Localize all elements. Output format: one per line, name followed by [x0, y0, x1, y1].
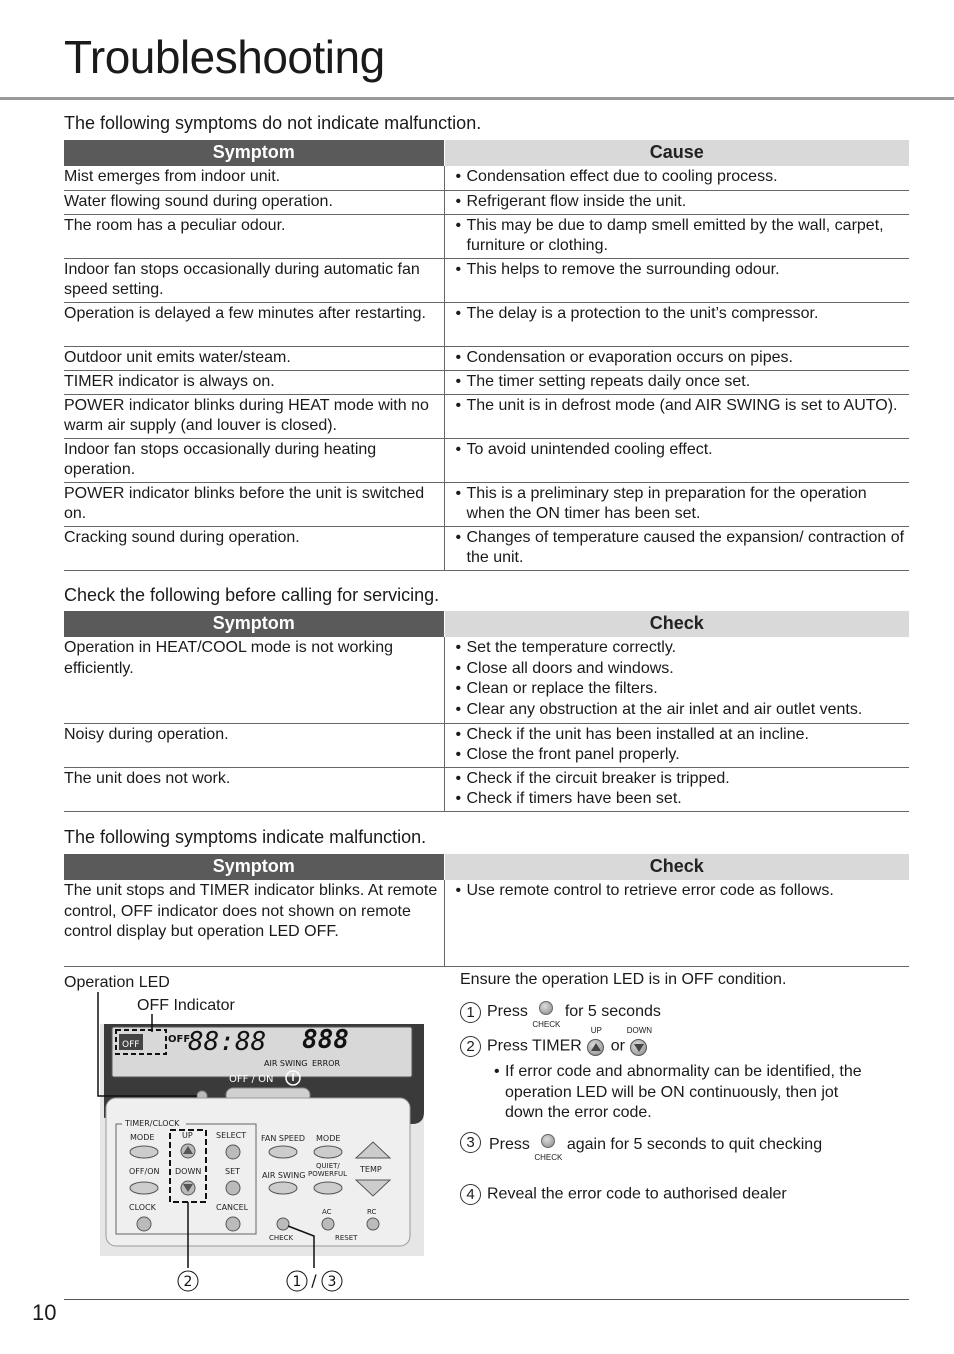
- svg-text:MODE: MODE: [316, 1134, 341, 1143]
- svg-text:UP: UP: [182, 1131, 193, 1140]
- cause-cell: [444, 394, 909, 438]
- no-malfunction-table: [64, 140, 909, 571]
- check-item: • Use remote control to retrieve error code as follows.: [451, 881, 908, 902]
- table-row: [64, 190, 909, 214]
- symptom-cell: Noisy during operation.: [64, 723, 444, 767]
- symptom-cell: Outdoor unit emits water/steam.: [64, 346, 444, 370]
- check-item: • Check if timers have been set.: [451, 789, 908, 810]
- cause-item: • This is a preliminary step in preparation for the operation when the ON timer has been set.: [451, 484, 908, 525]
- check-button-icon: CHECK: [534, 1134, 562, 1156]
- cause-cell: [444, 370, 909, 394]
- svg-text:3: 3: [327, 1274, 337, 1290]
- check-button-icon: CHECK: [532, 1001, 560, 1023]
- step-3: 3 Press CHECK again for 5 seconds to quit checking: [460, 1134, 900, 1156]
- table-row: [64, 394, 909, 438]
- step-number: 3: [460, 1132, 481, 1153]
- cause-cell: [444, 258, 909, 302]
- symptom-cell: The room has a peculiar odour.: [64, 214, 444, 258]
- symptom-cell: Indoor fan stops occasionally during heating operation.: [64, 438, 444, 482]
- svg-text:AC: AC: [322, 1208, 332, 1216]
- symptom-cell: Indoor fan stops occasionally during automatic fan speed setting.: [64, 258, 444, 302]
- remote-control-illustration: [64, 972, 444, 1302]
- column-header-symptom: Symptom: [64, 140, 444, 166]
- svg-text:CANCEL: CANCEL: [216, 1203, 249, 1212]
- column-header-symptom: Symptom: [64, 854, 444, 880]
- timer-clock-label: TIMER/CLOCK: [125, 1119, 180, 1128]
- step-2: 2 Press TIMER UP or DOWN: [460, 1036, 649, 1057]
- step-number: 2: [460, 1036, 481, 1057]
- page-number: 10: [32, 1300, 57, 1325]
- check-cell: [444, 637, 909, 723]
- check-item: • Set the temperature correctly.: [451, 638, 908, 659]
- lcd-airswing: AIR SWING: [264, 1059, 308, 1068]
- cause-cell: [444, 214, 909, 258]
- symptom-cell: Cracking sound during operation.: [64, 526, 444, 570]
- svg-text:AIR SWING: AIR SWING: [262, 1171, 306, 1180]
- title-divider: [0, 97, 954, 100]
- step-number: 4: [460, 1184, 481, 1205]
- svg-text:TEMP: TEMP: [360, 1165, 382, 1174]
- table-row: [64, 723, 909, 767]
- lcd-error: ERROR: [312, 1059, 341, 1068]
- before-servicing-table: [64, 611, 909, 812]
- table-row: [64, 438, 909, 482]
- table-row: [64, 302, 909, 346]
- cause-item: • To avoid unintended cooling effect.: [451, 440, 908, 461]
- check-item: • Close the front panel properly.: [451, 745, 908, 766]
- step-2-note: • If error code and abnormality can be identified, the operation LED will be ON continuously, then jot down the error code.: [489, 1062, 869, 1124]
- remote-control-drawing: [64, 972, 444, 1302]
- symptom-cell: Mist emerges from indoor unit.: [64, 166, 444, 190]
- table-row: [64, 370, 909, 394]
- table-row: [64, 637, 909, 723]
- cause-item: • This helps to remove the surrounding odour.: [451, 260, 908, 281]
- symptom-cell: Water flowing sound during operation.: [64, 190, 444, 214]
- svg-text:/: /: [311, 1271, 317, 1290]
- symptom-cell: TIMER indicator is always on.: [64, 370, 444, 394]
- svg-text:1: 1: [292, 1274, 302, 1290]
- svg-text:CHECK: CHECK: [269, 1234, 294, 1242]
- cause-item: • Condensation or evaporation occurs on pipes.: [451, 348, 908, 369]
- cause-cell: [444, 526, 909, 570]
- section-heading-before-servicing: Check the following before calling for servicing.: [64, 585, 440, 605]
- svg-text:QUIET/: QUIET/: [316, 1162, 340, 1170]
- column-header-symptom: Symptom: [64, 611, 444, 637]
- step-4: 4 Reveal the error code to authorised dealer: [460, 1184, 787, 1205]
- svg-text:RC: RC: [367, 1208, 377, 1216]
- table-row: [64, 214, 909, 258]
- steps-intro: Ensure the operation LED is in OFF condition.: [460, 971, 787, 988]
- check-item: • Close all doors and windows.: [451, 659, 908, 680]
- symptom-cell: POWER indicator blinks during HEAT mode with no warm air supply (and louver is closed).: [64, 394, 444, 438]
- check-item: • Check if the unit has been installed at an incline.: [451, 725, 908, 746]
- svg-text:SET: SET: [225, 1167, 241, 1176]
- table-row: [64, 880, 909, 966]
- cause-cell: [444, 302, 909, 346]
- lcd-code-digits: 888: [302, 1025, 349, 1055]
- step-number: 1: [460, 1002, 481, 1023]
- operation-led-label: Operation LED: [64, 974, 170, 991]
- svg-text:RESET: RESET: [335, 1234, 358, 1242]
- table-row: [64, 526, 909, 570]
- cause-item: • Condensation effect due to cooling process.: [451, 167, 908, 188]
- check-cell: [444, 880, 909, 966]
- section-heading-no-malfunction: The following symptoms do not indicate malfunction.: [64, 113, 482, 133]
- svg-text:POWERFUL: POWERFUL: [308, 1170, 347, 1178]
- svg-text:2: 2: [183, 1274, 193, 1290]
- down-arrow-icon: DOWN: [629, 1037, 649, 1057]
- cause-item: • The delay is a protection to the unit’s compressor.: [451, 304, 908, 325]
- cause-cell: [444, 166, 909, 190]
- column-header-cause: Cause: [444, 140, 909, 166]
- check-item: • Clean or replace the filters.: [451, 679, 908, 700]
- column-header-check: Check: [444, 854, 909, 880]
- cause-item: • The unit is in defrost mode (and AIR SWING is set to AUTO).: [451, 396, 908, 417]
- cause-cell: [444, 482, 909, 526]
- symptom-cell: Operation is delayed a few minutes after restarting.: [64, 302, 444, 346]
- lcd-clock-digits: 88:88: [188, 1027, 267, 1057]
- svg-text:SELECT: SELECT: [216, 1131, 247, 1140]
- svg-text:FAN SPEED: FAN SPEED: [261, 1134, 306, 1143]
- malfunction-table: [64, 854, 909, 967]
- off-indicator-label: OFF Indicator: [137, 997, 235, 1014]
- cause-cell: [444, 190, 909, 214]
- column-header-check: Check: [444, 611, 909, 637]
- lcd-off-text: OFF: [122, 1040, 140, 1050]
- check-cell: [444, 723, 909, 767]
- table-row: [64, 346, 909, 370]
- symptom-cell: The unit does not work.: [64, 767, 444, 811]
- svg-text:MODE: MODE: [130, 1133, 155, 1142]
- page-title: Troubleshooting: [64, 31, 385, 83]
- up-arrow-icon: UP: [586, 1037, 606, 1057]
- cause-cell: [444, 438, 909, 482]
- cause-cell: [444, 346, 909, 370]
- lcd-off-indicator: OFF: [168, 1034, 191, 1045]
- table-row: [64, 166, 909, 190]
- svg-text:DOWN: DOWN: [175, 1167, 202, 1176]
- table-row: [64, 767, 909, 811]
- svg-text:CLOCK: CLOCK: [129, 1203, 156, 1212]
- off-on-label: OFF / ON: [229, 1074, 274, 1085]
- footer-divider: [64, 1299, 909, 1300]
- check-cell: [444, 767, 909, 811]
- cause-item: • Refrigerant flow inside the unit.: [451, 192, 908, 213]
- section-heading-malfunction: The following symptoms indicate malfunction.: [64, 827, 427, 847]
- cause-item: • The timer setting repeats daily once set.: [451, 372, 908, 393]
- symptom-cell: The unit stops and TIMER indicator blinks. At remote control, OFF indicator does not shown on remote control display but operation LED OFF.: [64, 880, 444, 966]
- check-item: • Clear any obstruction at the air inlet and air outlet vents.: [451, 700, 908, 721]
- table-row: [64, 258, 909, 302]
- table-row: [64, 482, 909, 526]
- cause-item: • Changes of temperature caused the expansion/ contraction of the unit.: [451, 528, 908, 569]
- step-1: 1 Press CHECK for 5 seconds: [460, 1001, 661, 1023]
- svg-text:OFF/ON: OFF/ON: [129, 1167, 160, 1176]
- symptom-cell: Operation in HEAT/COOL mode is not working efficiently.: [64, 637, 444, 723]
- cause-item: • This may be due to damp smell emitted by the wall, carpet, furniture or clothing.: [451, 216, 908, 257]
- symptom-cell: POWER indicator blinks before the unit is switched on.: [64, 482, 444, 526]
- check-item: • Check if the circuit breaker is tripped.: [451, 769, 908, 790]
